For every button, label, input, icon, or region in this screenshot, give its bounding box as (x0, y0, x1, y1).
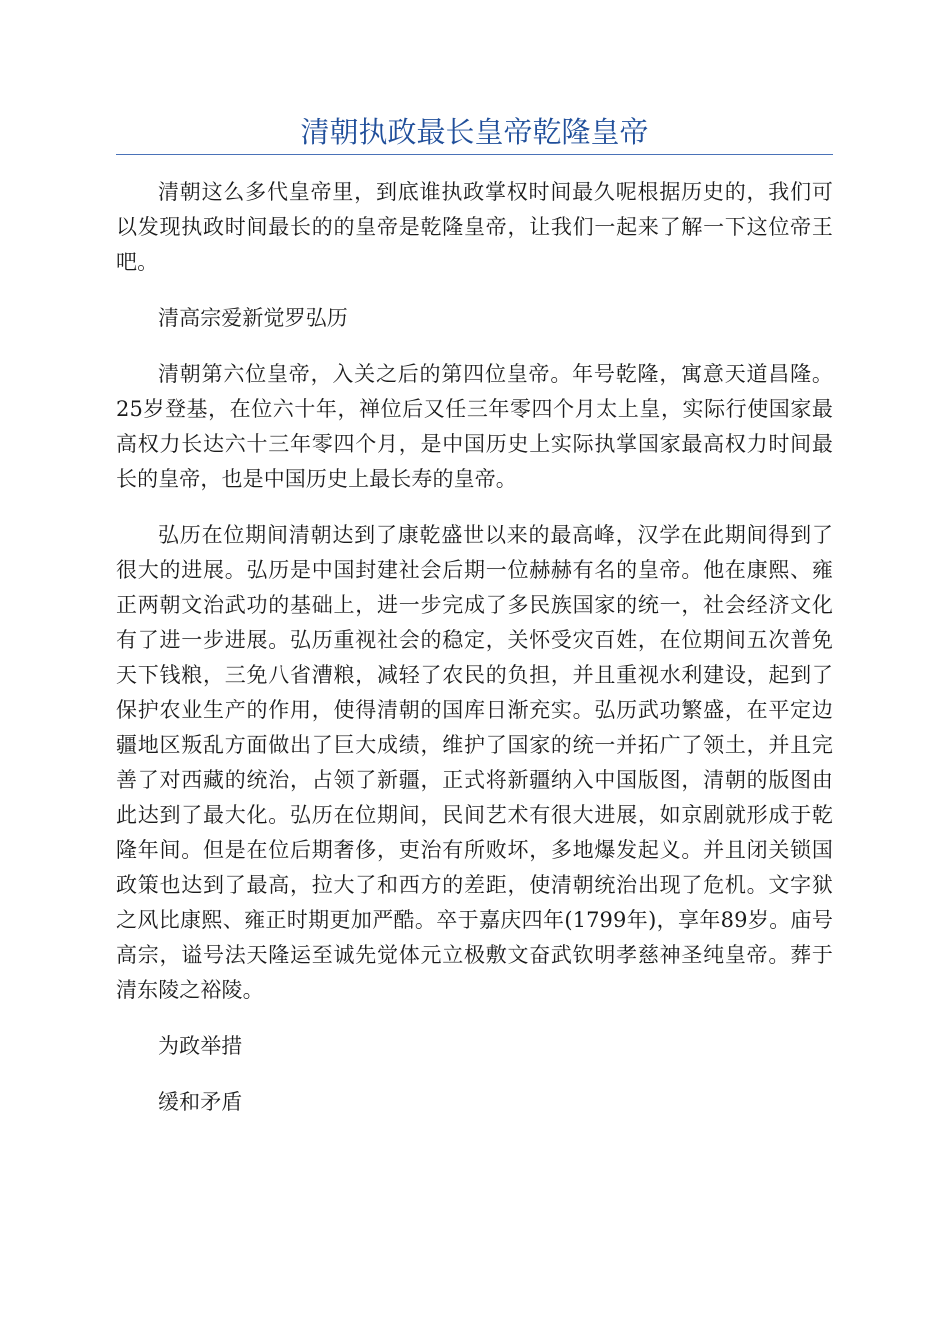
document-title: 清朝执政最长皇帝乾隆皇帝 (300, 115, 649, 149)
section-heading-policies: 为政举措 (158, 1034, 243, 1058)
intro-paragraph: 清朝这么多代皇帝里，到底谁执政掌权时间最久呢根据历史的，我们可以发现执政时间最长的的皇帝是乾隆皇帝，让我们一起来了解一下这位帝王吧。 (116, 180, 833, 274)
title-underline (116, 154, 833, 155)
reign-paragraph: 弘历在位期间清朝达到了康乾盛世以来的最高峰，汉学在此期间得到了很大的进展。弘历是中国封建社会后期一位赫赫有名的皇帝。他在康熙、雍正两朝文治武功的基础上，进一步完成了多民族国家的统一，社会经济文化有了进一步进展。弘历重视社会的稳定，关怀受灾百姓，在位期间五次普免天下钱粮，三免八省漕粮，减轻了农民的负担，并且重视水利建设，起到了保护农业生产的作用，使得清朝的国库日渐充实。弘历武功繁盛，在平定边疆地区叛乱方面做出了巨大成绩，维护了国家的统一并拓广了领土，并且完善了对西藏的统治，占领了新疆，正式将新疆纳入中国版图，清朝的版图由此达到了最大化。弘历在位期间，民间艺术有很大进展，如京剧就形成于乾隆年间。但是在位后期奢侈，吏治有所败坏，多地爆发起义。并且闭关锁国政策也达到了最高，拉大了和西方的差距，使清朝统治出现了危机。文字狱之风比康熙、雍正时期更加严酷。卒于嘉庆四年(1799年)，享年89岁。庙号高宗，谥号法天隆运至诚先觉体元立极敷文奋武钦明孝慈神圣纯皇帝。葬于清东陵之裕陵。 (116, 523, 833, 1002)
section-heading-hongli: 清高宗爱新觉罗弘历 (158, 306, 348, 330)
subsection-heading-easing-conflicts: 缓和矛盾 (158, 1090, 243, 1114)
document-body (116, 175, 833, 1141)
biography-paragraph: 清朝第六位皇帝，入关之后的第四位皇帝。年号乾隆，寓意天道昌隆。25岁登基，在位六十年，禅位后又任三年零四个月太上皇，实际行使国家最高权力长达六十三年零四个月，是中国历史上实际执掌国家最高权力时间最长的皇帝，也是中国历史上最长寿的皇帝。 (116, 362, 833, 491)
